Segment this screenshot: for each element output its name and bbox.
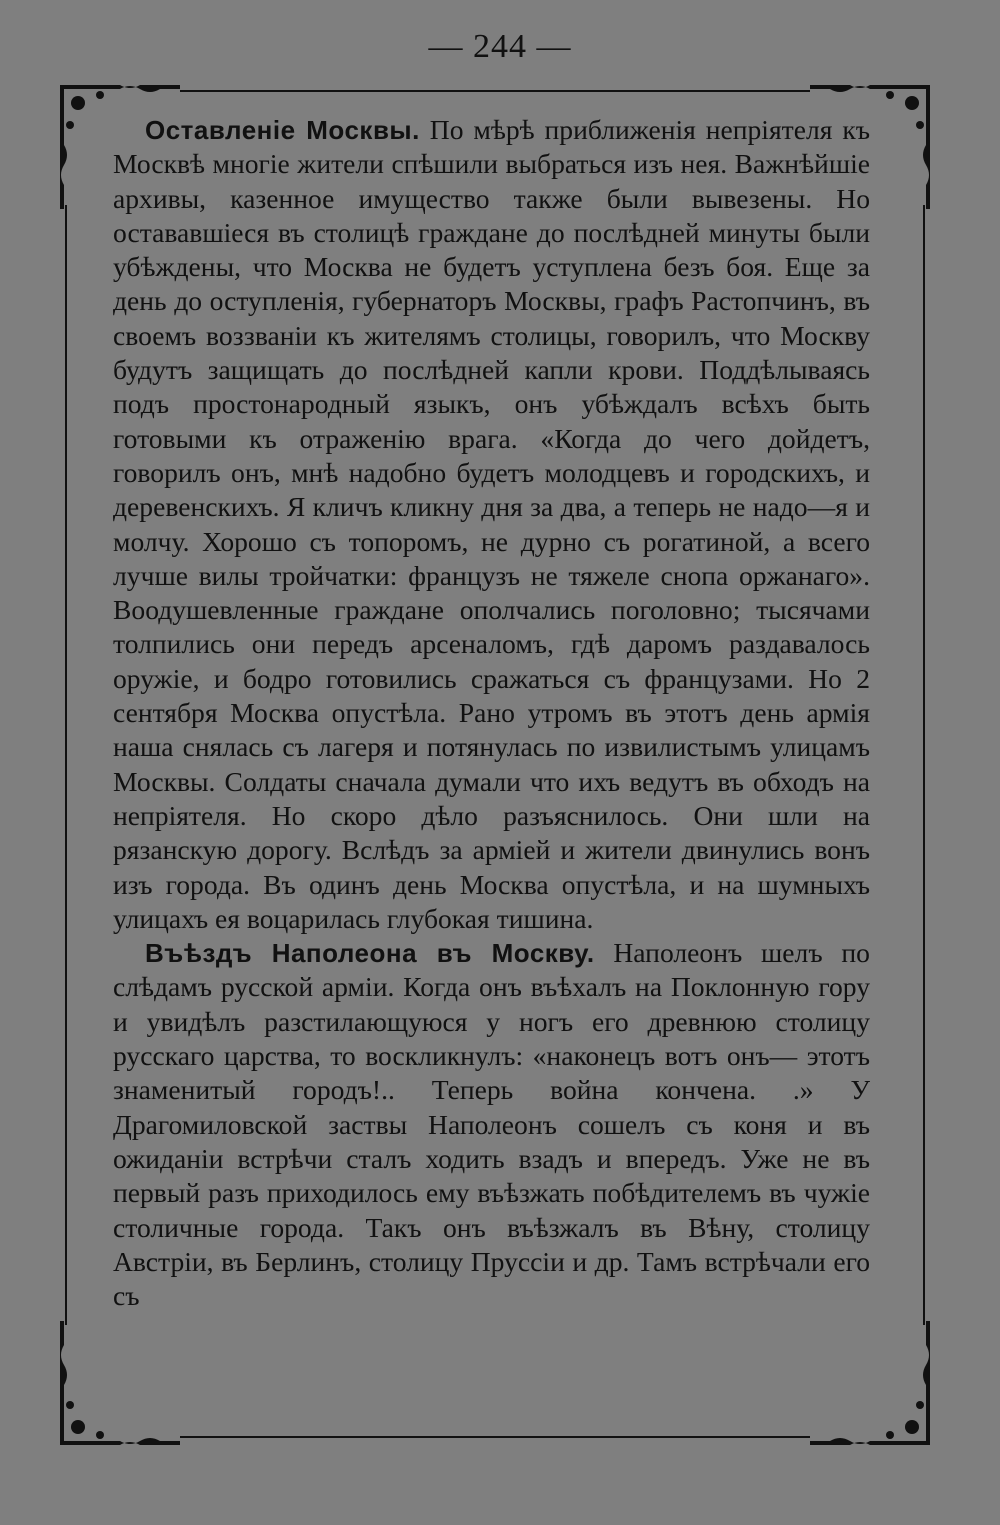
- page-number: — 244 —: [428, 28, 572, 65]
- section-heading: Въѣздъ Наполеона въ Москву.: [145, 938, 595, 969]
- section-paragraph: [113, 113, 870, 936]
- section-heading: Оставленіе Москвы.: [145, 115, 420, 145]
- section-body: Наполеонъ шелъ по слѣдамъ русской арміи. Когда онъ въѣхалъ на Поклонную гору и увидѣлъ разстилающуюся у ногъ его древнюю столицу русскаго царства, то воскликнулъ: «наконецъ вотъ онъ— этотъ знаменитый городъ!.. Теперь война кончена. .» У Драгомиловской заствы Наполеонъ сошелъ съ коня и въ ожиданіи встрѣчи сталъ ходить взадъ и впередъ. Уже не въ первый разъ приходилось ему въѣзжать побѣдителемъ въ чужіе столичные города. Такъ онъ въѣзжалъ въ Вѣну, столицу Австріи, въ Берлинъ, столицу Пруссіи и др. Тамъ встрѣчали его съ: [113, 937, 870, 1312]
- section-body: По мѣрѣ приближенія непріятеля къ Москвѣ многіе жители спѣшили выбраться изъ нея. Важнѣйшіе архивы, казенное имущество также были вывезены. Но остававшіеся въ столицѣ граждане до послѣдней минуты были убѣждены, что Москва не будетъ уступлена безъ боя. Еще за день до оступленія, губернаторъ Москвы, графъ Растопчинъ, въ своемъ воззваніи къ жителямъ столицы, говорилъ, что Москву будутъ защищать до послѣдней капли крови. Поддѣлываясь подъ простонародный языкъ, онъ убѣждалъ всѣхъ быть готовыми къ отраженію врага. «Когда до чего дойдетъ, говорилъ онъ, мнѣ надобно будетъ молодцевъ и городскихъ, и деревенскихъ. Я кличъ кликну дня за два, а теперь не надо—я и молчу. Хорошо съ топоромъ, не дурно съ рогатиной, а всего лучше вилы тройчатки: французъ не тяжеле снопа оржанаго». Воодушевленные граждане ополчались поголовно; тысячами толпились они передъ арсеналомъ, гдѣ даромъ раздавалось оружіе, и бодро готовились сражаться съ французами. Но 2 сентября Москва опустѣла. Рано утромъ въ этотъ день армія наша снялась съ лагеря и потянулась по извилистымъ улицамъ Москвы. Солдаты сначала думали что ихъ ведутъ въ обходъ на непріятеля. Но скоро дѣло разъяснилось. Они шли на рязанскую дорогу. Вслѣдъ за арміей и жители двинулись вонъ изъ города. Въ одинъ день Москва опустѣла, и на шумныхъ улицахъ ея воцарилась глубокая тишина.: [113, 114, 871, 934]
- section-paragraph: [113, 936, 870, 1313]
- page-text: [113, 113, 870, 1313]
